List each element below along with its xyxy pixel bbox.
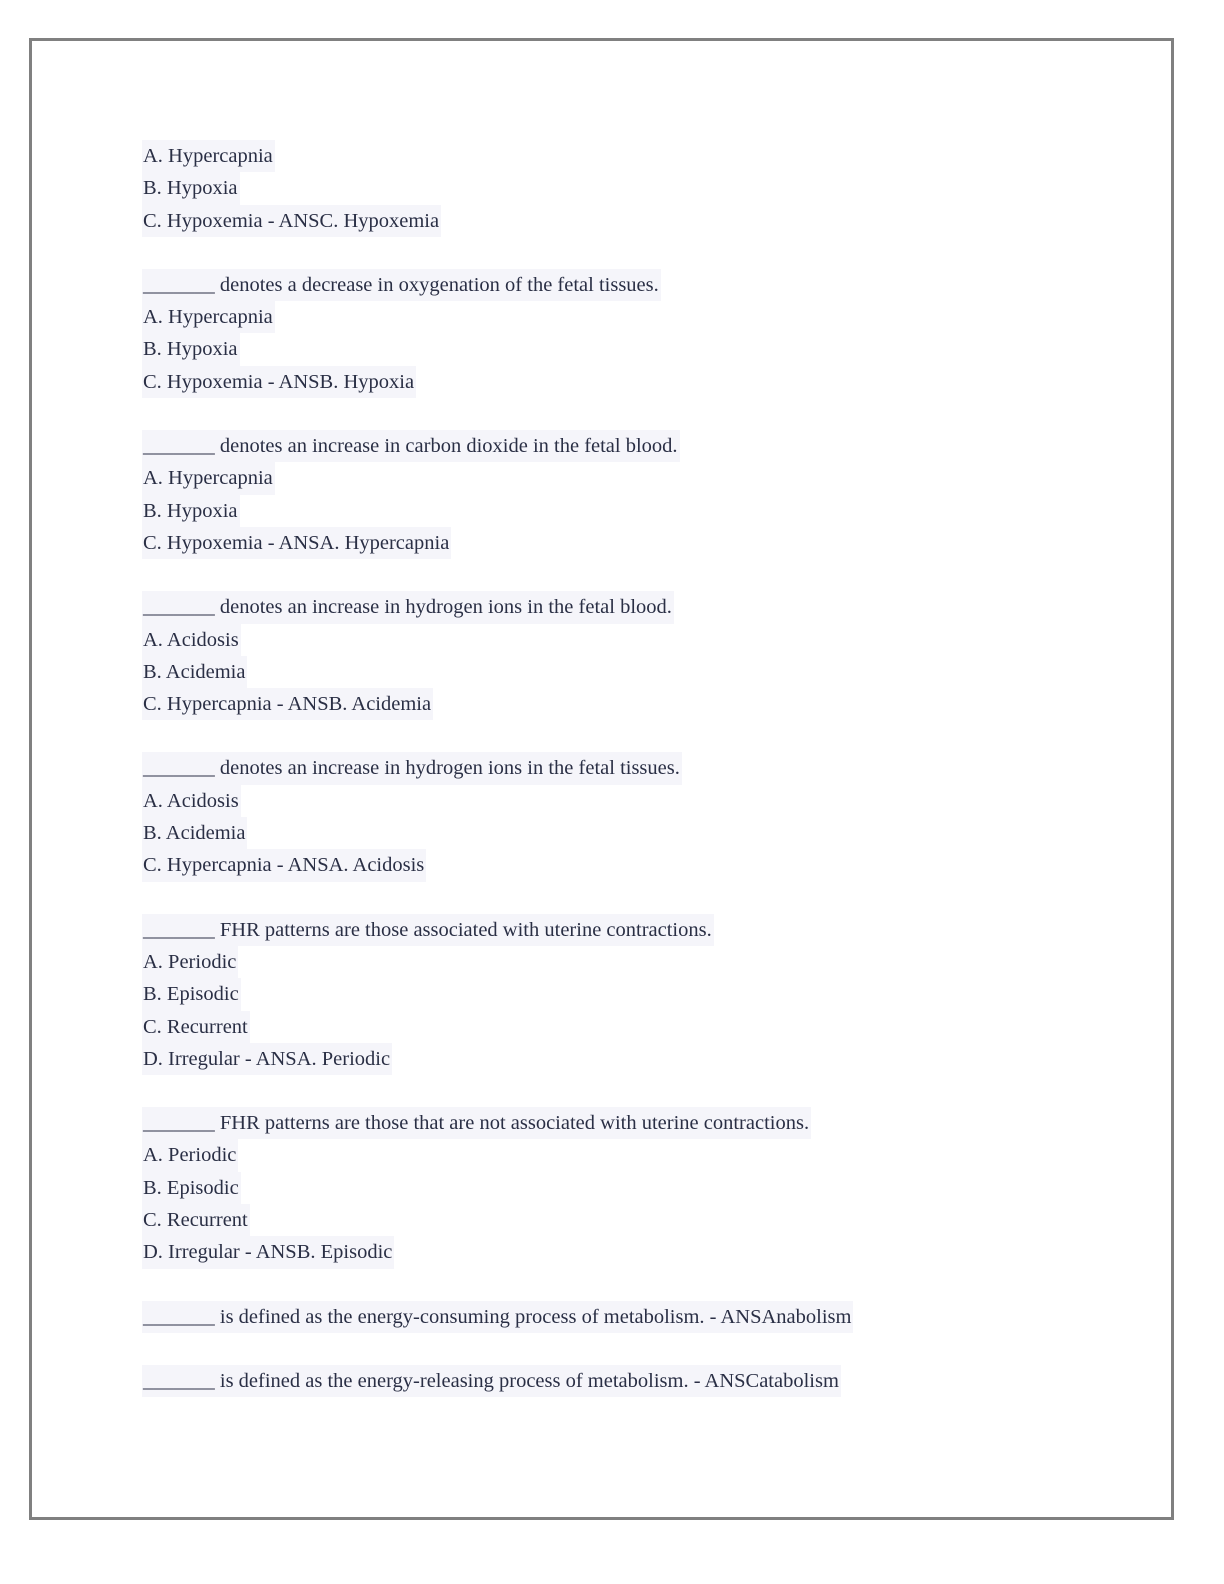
question-text: _______ FHR patterns are those associated with uterine contractions. [142, 914, 714, 946]
option-line: A. Hypercapnia [142, 140, 275, 172]
option-line: B. Acidemia [142, 817, 247, 849]
question-text: _______ FHR patterns are those that are not associated with uterine contractions. [142, 1107, 811, 1139]
answer-options-block [142, 140, 1042, 237]
option-line: B. Episodic [142, 1172, 241, 1204]
question-text: _______ denotes an increase in hydrogen ions in the fetal tissues. [142, 752, 682, 784]
option-line: B. Hypoxia [142, 333, 240, 365]
question-block [142, 1365, 1042, 1397]
answer-line: C. Hypercapnia - ANSB. Acidemia [142, 688, 433, 720]
answer-line: D. Irregular - ANSA. Periodic [142, 1043, 392, 1075]
option-line: C. Recurrent [142, 1204, 250, 1236]
question-text: _______ denotes a decrease in oxygenation of the fetal tissues. [142, 269, 661, 301]
question-block [142, 430, 1042, 559]
answer-line: D. Irregular - ANSB. Episodic [142, 1236, 394, 1268]
question-block [142, 1301, 1042, 1333]
option-line: A. Hypercapnia [142, 301, 275, 333]
document-body [142, 140, 1042, 1397]
option-line: A. Periodic [142, 946, 238, 978]
question-block [142, 269, 1042, 398]
answer-line: C. Hypoxemia - ANSB. Hypoxia [142, 366, 416, 398]
option-line: A. Hypercapnia [142, 462, 275, 494]
option-line: A. Acidosis [142, 624, 241, 656]
question-block [142, 591, 1042, 720]
answer-line: C. Hypoxemia - ANSA. Hypercapnia [142, 527, 451, 559]
option-line: A. Acidosis [142, 785, 241, 817]
option-line: B. Episodic [142, 978, 241, 1010]
answer-line: C. Hypoxemia - ANSC. Hypoxemia [142, 205, 441, 237]
option-line: B. Acidemia [142, 656, 247, 688]
question-block [142, 1107, 1042, 1268]
answer-line: C. Hypercapnia - ANSA. Acidosis [142, 849, 426, 881]
option-line: A. Periodic [142, 1139, 238, 1171]
option-line: B. Hypoxia [142, 495, 240, 527]
option-line: B. Hypoxia [142, 172, 240, 204]
question-block [142, 752, 1042, 881]
option-line: C. Recurrent [142, 1011, 250, 1043]
question-block [142, 914, 1042, 1075]
question-text: _______ denotes an increase in carbon dioxide in the fetal blood. [142, 430, 680, 462]
question-text: _______ denotes an increase in hydrogen ions in the fetal blood. [142, 591, 674, 623]
question-with-answer: _______ is defined as the energy-releasing process of metabolism. - ANSCatabolism [142, 1365, 841, 1397]
question-with-answer: _______ is defined as the energy-consuming process of metabolism. - ANSAnabolism [142, 1301, 853, 1333]
